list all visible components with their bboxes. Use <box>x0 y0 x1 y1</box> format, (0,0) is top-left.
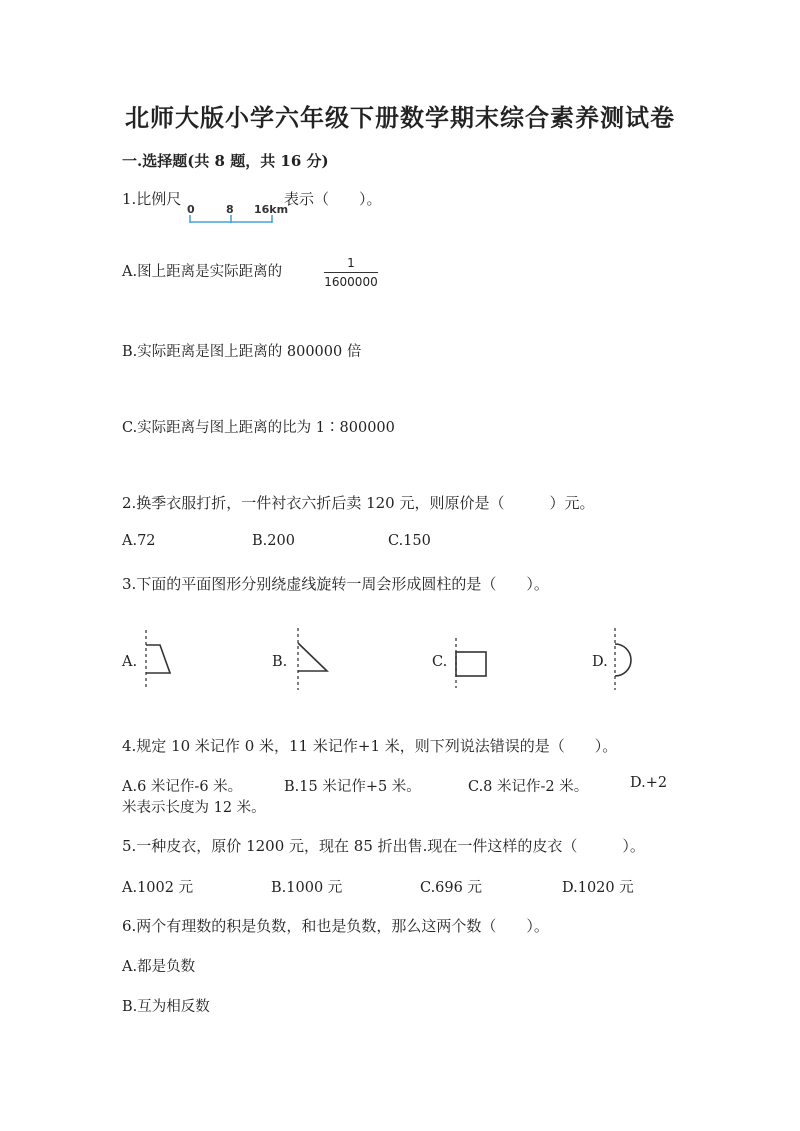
scale-label-0: 0 <box>187 203 195 216</box>
fraction-denominator: 1600000 <box>324 275 378 289</box>
shape-c-rectangle-figure <box>448 636 492 690</box>
scale-label-8: 8 <box>226 203 234 216</box>
question-3-text: 3.下面的平面图形分别绕虚线旋转一周会形成圆柱的是（ ）。 <box>122 575 549 593</box>
question-4-option-b: B.15 米记作+5 米。 <box>284 779 421 795</box>
question-2-option-c: C.150 <box>388 533 431 549</box>
question-5-option-a: A.1002 元 <box>122 880 194 896</box>
page-title: 北师大版小学六年级下册数学期末综合素养测试卷 <box>125 103 675 132</box>
question-3-option-c-label: C. <box>432 654 448 670</box>
question-2-option-a: A.72 <box>122 533 156 549</box>
question-6-text: 6.两个有理数的积是负数，和也是负数，那么这两个数（ ）。 <box>122 917 549 935</box>
question-4-option-c: C.8 米记作-2 米。 <box>468 779 589 795</box>
rectangle-shape <box>456 652 486 676</box>
question-6-option-b: B.互为相反数 <box>122 999 210 1015</box>
question-1-option-b: B.实际距离是图上距离的 800000 倍 <box>122 344 362 360</box>
question-5-option-d: D.1020 元 <box>562 880 634 896</box>
triangle-shape <box>298 643 327 671</box>
question-1-option-c: C.实际距离与图上距离的比为 1∶800000 <box>122 420 395 436</box>
question-4-text: 4.规定 10 米记作 0 米，11 米记作+1 米，则下列说法错误的是（ ）。 <box>122 737 618 755</box>
question-5-option-c: C.696 元 <box>420 880 482 896</box>
trapezoid-shape <box>146 645 170 673</box>
question-4-option-d-continued: 米表示长度为 12 米。 <box>122 800 266 816</box>
question-4-option-a: A.6 米记作-6 米。 <box>122 779 243 795</box>
scale-label-16km: 16km <box>254 203 289 216</box>
question-3-option-b-label: B. <box>272 654 288 670</box>
question-1-suffix: 表示（ ）。 <box>284 190 382 208</box>
question-2-text: 2.换季衣服打折，一件衬衣六折后卖 120 元，则原价是（ ）元。 <box>122 494 595 512</box>
shape-d-semicircle-figure <box>607 626 639 692</box>
question-3-option-d-label: D. <box>592 654 608 670</box>
question-1-option-a: A.图上距离是实际距离的 <box>122 264 283 280</box>
question-5-text: 5.一种皮衣，原价 1200 元，现在 85 折出售.现在一件这样的皮衣（ ）。 <box>122 837 645 855</box>
section-heading-choice: 一.选择题(共 8 题，共 16 分) <box>122 152 329 170</box>
question-4-option-d: D.+2 <box>630 775 668 791</box>
shape-b-triangle-figure <box>290 626 334 692</box>
question-6-option-a: A.都是负数 <box>122 959 196 975</box>
fraction-numerator: 1 <box>347 256 355 270</box>
question-2-option-b: B.200 <box>252 533 295 549</box>
question-5-option-b: B.1000 元 <box>271 880 343 896</box>
shape-a-trapezoid-figure <box>138 628 178 692</box>
question-1-prefix: 1.比例尺 <box>122 190 182 208</box>
fraction-1-over-1600000 <box>324 256 378 289</box>
semicircle-shape <box>615 644 631 676</box>
question-3-option-a-label: A. <box>122 654 138 670</box>
